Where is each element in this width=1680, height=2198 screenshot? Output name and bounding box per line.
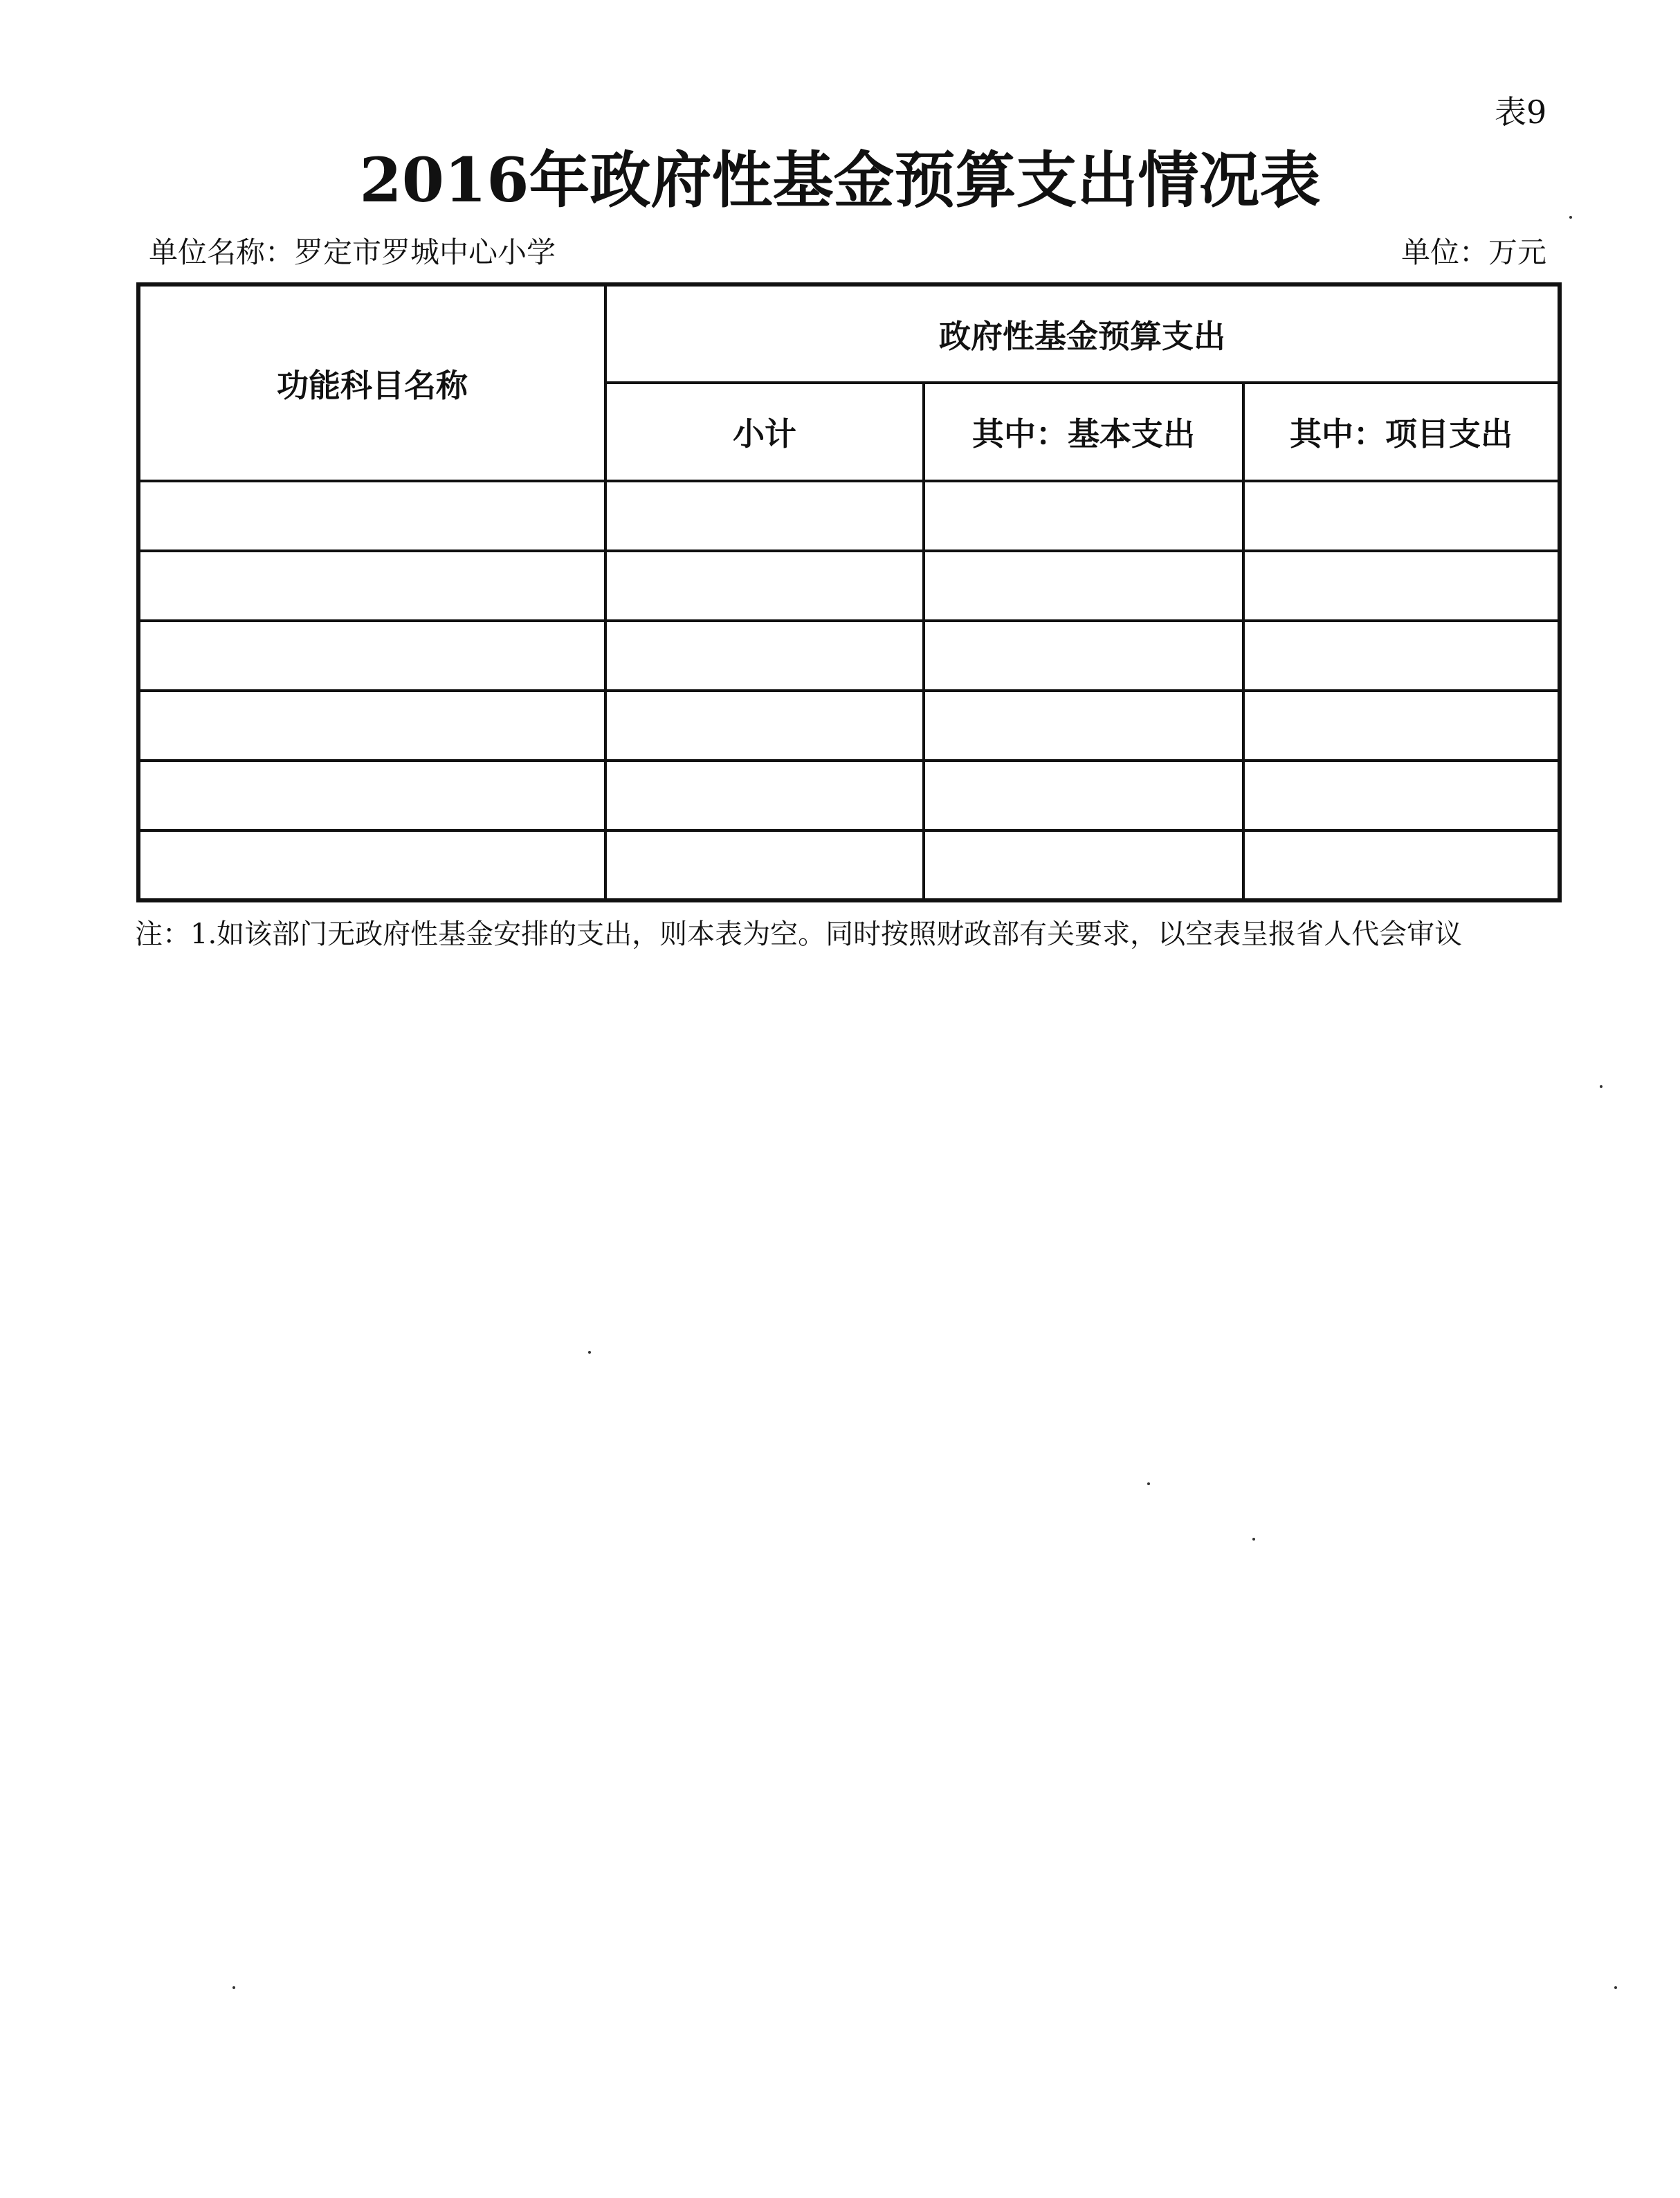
project-expenditure-header: 其中：项目支出 [1243, 383, 1560, 481]
table-row [138, 761, 1560, 830]
unit-label: 单位： [1400, 235, 1488, 269]
table-row [138, 691, 1560, 761]
table-cell [1243, 621, 1560, 691]
table-cell [1243, 761, 1560, 830]
scan-speck [1147, 1482, 1150, 1485]
scan-speck [1569, 216, 1572, 219]
basic-expenditure-header: 其中：基本支出 [924, 383, 1243, 481]
table-cell [1243, 830, 1560, 900]
table-cell [924, 481, 1243, 551]
document-title: 2016年政府性基金预算支出情况表 [359, 144, 1321, 216]
function-subject-header: 功能科目名称 [138, 284, 605, 481]
table-cell [605, 691, 924, 761]
table-cell [605, 621, 924, 691]
fund-expenditure-header: 政府性基金预算支出 [605, 284, 1560, 383]
table-cell [924, 551, 1243, 621]
unit-name [149, 232, 556, 273]
table-number: 表9 [1495, 93, 1547, 131]
table-row [138, 621, 1560, 691]
table-cell [1243, 551, 1560, 621]
table-cell [138, 551, 605, 621]
table-row [138, 481, 1560, 551]
table-cell [605, 481, 924, 551]
budget-table [136, 282, 1562, 902]
unit-name-value: 罗定市罗城中心小学 [294, 235, 556, 269]
meta-row [149, 232, 1546, 273]
footnote: 注：1.如该部门无政府性基金安排的支出，则本表为空。同时按照财政部有关要求，以空表呈报省人代会审议 [135, 918, 1463, 950]
table-row [138, 830, 1560, 900]
table-row [138, 551, 1560, 621]
currency-unit [1401, 232, 1546, 273]
unit-value: 万元 [1488, 235, 1546, 269]
scan-speck [1614, 1986, 1617, 1989]
table-cell [924, 830, 1243, 900]
table-cell [138, 621, 605, 691]
table-cell [924, 691, 1243, 761]
table-cell [138, 691, 605, 761]
scan-speck [1600, 1085, 1603, 1088]
scan-speck [1252, 1538, 1255, 1541]
table-cell [924, 761, 1243, 830]
table-cell [1243, 481, 1560, 551]
header-row-1 [138, 284, 1560, 383]
table-cell [138, 761, 605, 830]
subtotal-header: 小计 [605, 383, 924, 481]
scan-speck [232, 1986, 235, 1989]
table-cell [605, 551, 924, 621]
scan-speck [588, 1351, 591, 1354]
table-cell [605, 761, 924, 830]
table-cell [138, 481, 605, 551]
table-cell [924, 621, 1243, 691]
unit-name-label: 单位名称： [149, 235, 295, 269]
table-cell [605, 830, 924, 900]
table-cell [138, 830, 605, 900]
table-cell [1243, 691, 1560, 761]
